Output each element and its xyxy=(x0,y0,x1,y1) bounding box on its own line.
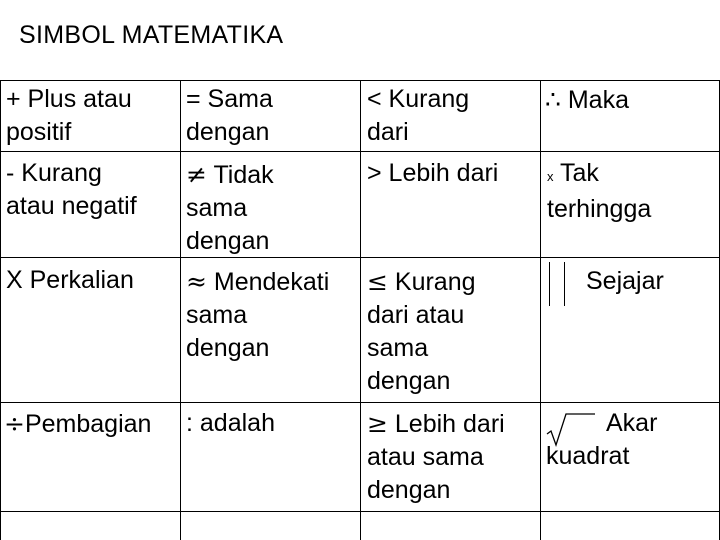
equals-label: Sama xyxy=(200,85,273,113)
greater-than-label: Lebih dari xyxy=(381,159,499,187)
less-equal-label-2: dari atau xyxy=(367,301,465,329)
cell-not-equal xyxy=(186,158,274,258)
cell-colon xyxy=(186,407,275,440)
greater-than-symbol: > xyxy=(367,159,382,187)
equals-symbol: = xyxy=(186,85,201,113)
table-col-divider xyxy=(360,80,361,540)
parallel-label: Sejajar xyxy=(586,267,664,295)
not-equal-label-2: sama xyxy=(186,194,248,222)
cell-plus xyxy=(6,83,132,149)
cell-approx xyxy=(186,265,329,365)
cell-times xyxy=(6,264,134,297)
plus-label-2: positif xyxy=(6,118,72,146)
page-title: SIMBOL MATEMATIKA xyxy=(19,21,284,49)
cell-less-than xyxy=(367,83,469,149)
infinity-label: Tak xyxy=(553,159,599,187)
parallel-bar xyxy=(564,262,565,306)
sqrt-label-2: kuadrat xyxy=(546,442,630,470)
not-equal-label-3: dengan xyxy=(186,227,270,255)
greater-equal-label: Lebih dari xyxy=(387,410,505,438)
cell-greater-equal xyxy=(367,407,505,507)
less-equal-label-4: dengan xyxy=(367,367,451,395)
table-border-left xyxy=(0,80,1,540)
less-than-label-2: dari xyxy=(367,118,409,146)
greater-equal-label-3: dengan xyxy=(367,476,451,504)
not-equal-label: Tidak xyxy=(206,161,274,189)
minus-label-2: atau negatif xyxy=(6,192,137,220)
less-equal-symbol: ≤ xyxy=(367,267,388,296)
minus-symbol: - xyxy=(6,159,15,187)
not-equal-symbol: ≠ xyxy=(186,160,207,189)
approx-symbol: ≈ xyxy=(186,267,207,296)
infinity-symbol: x xyxy=(547,169,554,184)
approx-label-2: sama xyxy=(186,301,248,329)
times-label: Perkalian xyxy=(22,266,134,294)
approx-label: Mendekati xyxy=(206,268,330,296)
cell-greater-than xyxy=(367,157,498,190)
infinity-label-2: terhingga xyxy=(547,195,652,223)
minus-label: Kurang xyxy=(14,159,102,187)
divide-symbol: ÷ xyxy=(4,409,25,438)
cell-less-equal xyxy=(367,265,476,398)
less-than-symbol: < xyxy=(367,85,382,113)
cell-divide xyxy=(4,407,151,441)
equals-label-2: dengan xyxy=(186,118,270,146)
less-than-label: Kurang xyxy=(381,85,470,113)
parallel-icon xyxy=(546,262,568,306)
cell-minus xyxy=(6,157,137,223)
colon-symbol: : xyxy=(186,409,193,437)
colon-label: adalah xyxy=(192,409,275,437)
therefore-label: Maka xyxy=(560,86,629,114)
times-symbol: X xyxy=(6,266,23,294)
therefore-symbol: ∴ xyxy=(545,85,561,114)
plus-symbol: + xyxy=(6,85,21,113)
less-equal-label-3: sama xyxy=(367,334,429,362)
table-col-divider xyxy=(540,80,541,540)
divide-label: Pembagian xyxy=(24,410,152,438)
cell-therefore xyxy=(545,83,629,117)
parallel-bar xyxy=(549,262,550,306)
plus-label: Plus atau xyxy=(20,85,132,113)
cell-infinity xyxy=(547,157,651,226)
greater-equal-symbol: ≥ xyxy=(367,409,388,438)
greater-equal-label-2: atau sama xyxy=(367,443,484,471)
less-equal-label: Kurang xyxy=(387,268,476,296)
cell-sqrt xyxy=(546,407,657,473)
approx-label-3: dengan xyxy=(186,334,270,362)
sqrt-label: Akar xyxy=(606,409,658,437)
cell-equals xyxy=(186,83,273,149)
table-col-divider xyxy=(180,80,181,540)
